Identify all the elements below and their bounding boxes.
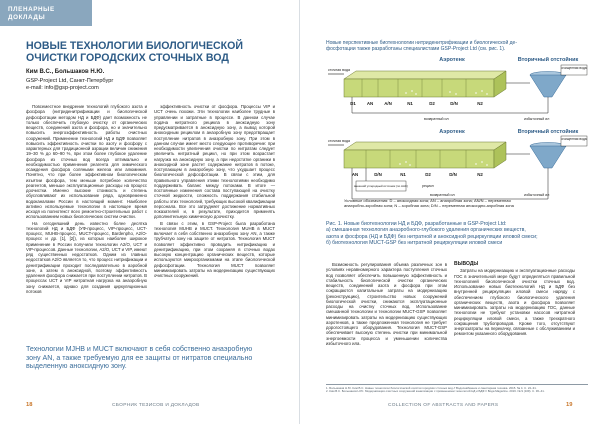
article-title-line1: НОВЫЕ ТЕХНОЛОГИИ БИОЛОГИЧЕСКОЙ: [26, 40, 243, 52]
process-diagram: [326, 53, 588, 205]
pull-quote: [26, 345, 278, 371]
body-column-4: [454, 262, 575, 338]
inflow-label-bottom: сточная вода: [328, 139, 351, 143]
clean-water-label-bottom: очищенная вода: [561, 137, 587, 141]
pull-quote-line: выделенную аноксидную зону.: [26, 362, 127, 371]
return-sludge-label-top: возвратный ил: [424, 117, 449, 121]
section-tab: [0, 0, 92, 26]
conclusions-heading: ВЫВОДЫ: [454, 261, 479, 267]
aerotank-top: [344, 71, 506, 97]
zone-label: N1: [400, 172, 406, 177]
figure-intro: [326, 40, 586, 52]
affiliation-email[interactable]: e-mail: info@gsp-project.com: [26, 85, 99, 91]
article-title-line2: ОЧИСТКИ ГОРОДСКИХ СТОЧНЫХ ВОД: [26, 52, 229, 64]
zone-label: AN: [351, 172, 359, 177]
zone-label: A/N: [384, 101, 392, 106]
paragraph: Возможность регулирования объема различных зон в условиях неравномерного характера поступления сточных вод позволяет обеспечить повышенную эффективность и стабильность биологической очистки органических веществ, соединений азота и фосфора при этом сокращаются капитальные затраты на модернизацию (реконструкцию), строительство новых сооружений биологической очистки, снижаются эксплуатационные расходы на очистку сточных вод. Использование смешанной технологии и технологии MUCT-GSP позволяет минимизировать затраты на модернизацию существующих аэротенков, а также предложенная технология не требует дорогостоящего оборудования. Технология MUCT-GSP обеспечивает высокую степень очистки при минимальной энергоемкости процесса и уменьшении количества избыточного ила.: [326, 262, 447, 346]
page-footer: СБОРНИК ТЕЗИСОВ И ДОКЛАДОВ: [112, 403, 200, 408]
zone-labels-bottom: [352, 172, 484, 177]
page-number: 18: [26, 402, 33, 408]
paragraph: В связи с этим, в GSP-Project была разработана технология MUHB и MUCT. Технология MUHB в MUCT включает в себя собственно анаэробную зону AN, а также трубчатую зону на защите от нитратов. Технология МUCT позволяет эффективно проводить нитрификацию и денитрификацию, при этом сохраняя в сточных водах высокую концентрацию органических веществ, которые используются микроорганизмами на этапе биологической дефосфотации. Технология MUCT позволяет минимизировать затраты на модернизацию существующих очистных сооружений.: [154, 220, 275, 278]
paragraph: Затраты на модернизацию и эксплуатационные расходы ГОС в значительной мере будут определяться правильной технологией биологической очистки сточных вод. Использование новых биотехнологий НД и БДФ без внутренней рециркуляции иловой смеси наряду с обеспечением глубокого биологического удаления органических веществ, азота и фосфора позволяет минимизировать затраты на модернизацию ГОС, данные технологии не требуют установки насосов нитратной рециркуляции иловой смеси, а также трехкратного сокращения трубопроводов. Кроме того, отсутствуют энергозатраты на перекачку, связанные с обслуживанием и ремонтом указанного оборудования.: [454, 268, 575, 337]
zone-label: N2: [477, 101, 483, 106]
reference-item: 2. Ким В.С. Большаков Н.Ю. Модернизация очистных сооружений канализации с применением технологий НД и БДФ // Вода Magazine. 2016. № 9 (109). С. 36–41.: [326, 389, 545, 394]
affiliation-company: GSP-Project Ltd, Санкт-Петербург: [26, 78, 114, 84]
inflow-label-top: сточная вода: [328, 68, 351, 72]
pull-quote-line: Технологии MJHB и MUCT включают в себя собственно анаэробную: [26, 345, 253, 353]
figure-caption-line: а) смешанная технология анаэробного-глубокого удаления органических веществ,: [326, 227, 526, 234]
aerotank-bottom: [344, 142, 506, 168]
affiliation: [26, 78, 113, 92]
article-title: [26, 40, 286, 64]
zone-label: D/N: [374, 172, 382, 177]
zone-label: AN: [366, 101, 374, 106]
body-column-1: [26, 104, 147, 295]
body-column-3: [326, 262, 447, 347]
diagram-legend: [344, 198, 586, 208]
figure-caption-line: б) биотехнология MUCT-GSP без нитратной рециркуляции иловой смеси: [326, 239, 503, 246]
clean-water-label-top: очищенная вода: [561, 66, 587, 70]
paragraph: Повсеместное внедрение технологий глубокого азота и фосфора (нитриденитрификации и биологической дефосфотации методом НД и БДФ) дает возможность не только обеспечить глубокую очистку от органических веществ, соединений азота и фосфора, но и значительно повысить энергоэффективность работы очистных сооружений. Применение технологий НД и БДФ позволяет повысить эффективность очистки по азоту и фосфору с характерных для традиционной аэрации величин снижения 19–30 % до 60–90 %, при этом более глубокое удаление фосфора из сточных вод всегда оптимально и необходимостью применения реагента для химического осаждения фосфора соляными железа или алюминия. Понятно, что при более эффективном биологическом изъятии фосфора, тем меньше потребное количество реагентов, меньше эксплуатационные расходы на процесс доочистки. Именно высокие стоимость и степень обусловливают их использование ряда, одновременно водоканалами России в настоящий момент. Наиболее активно используемые технологии в настоящее время исходя из полнотекст всех ремонтно-строительных работ с использованием новых биологических систем очистки.: [26, 104, 147, 220]
figure-caption-line: азота и фосфора (НД и БДФ) без нитратной и аноксидной рециркуляции иловой смеси;: [326, 233, 538, 240]
zone-label: D2: [429, 101, 435, 106]
settler-label-top: Вторичный отстойник: [517, 57, 579, 63]
figure-intro-line: Новые перспективные биотехнологии нитриденитрификации и биологической де-: [326, 40, 517, 46]
zone-label: N1: [407, 101, 413, 106]
references: [326, 384, 588, 394]
aerotank-label-top: Аэротенк: [439, 57, 465, 63]
figure-caption-line: Рис. 1. Новые биотехнологии НД и БДФ, разработанные в GSP-Project Ltd:: [326, 221, 507, 227]
page-footer-right: COLLECTION OF ABSTRACTS AND PAPERS: [388, 403, 499, 408]
external-carbon-label: внешний углеродный источник (по AAC): [354, 184, 408, 188]
excess-sludge-label-top: избыточный ил: [524, 117, 550, 121]
return-sludge-label-bottom: возвратный ил: [430, 193, 455, 197]
settler-top: [530, 72, 566, 98]
zone-labels-top: [350, 101, 483, 106]
settler-bottom: [530, 143, 566, 169]
zone-label: D/N: [450, 101, 458, 106]
diagram-legend-line: анаэробно-зоробная зона; N – зоробная зона; D/N – переменная аноксидно-аэробная зона: [344, 203, 514, 208]
page-number-right: 19: [566, 402, 573, 408]
section-tab-line1: ПЛЕНАРНЫЕ: [8, 6, 55, 13]
paragraph: На сегодняшний день известно более десятка технологий НД и БДФ (УФ-процесс, VIP-процесс, UCT-процесс, MUHB-процесс, MUCT-процесс, Bardenpho, A2/O-процесс и др. [1], [2]), из которых наиболее широкое применение в России получили технологии A2/O, UCT и VIP-процессов. Данные технологии, A2/O, UCT и VIP, имеют ряд существенных недостатков. Одним из главных недостатков A2/O является то, что процесс нитрификации и денитрификации проходит последовательно в аэробной зоне, а затем в аноксидной, поэтому эффективность удаления фосфора снижается при поступлении нитратов. В процессах UCT и VIP нитратная нагрузка на анаэробную зону снижается, однако для создания циркуляционных потоков: [26, 220, 147, 294]
body-column-2: [154, 104, 275, 279]
authors: Ким В.С., Большаков Н.Ю.: [26, 69, 105, 75]
recycle-label: рецикл: [422, 184, 434, 188]
figure-caption: [326, 221, 588, 246]
zone-label: N2: [477, 172, 483, 177]
diagram-legend-line: Условные обозначения: D – аноксидная зона; AN – анаэробная зона; AN/N – переменная: [344, 198, 511, 203]
pull-quote-line: зону AN, а также требуемую для ее защиты от нитратов специально: [26, 353, 253, 362]
zone-label: D2: [425, 172, 431, 177]
settler-label-bottom: Вторичный отстойник: [517, 129, 579, 135]
figure-intro-line: фосфотации также разработаны специалистами GSP-Project Ltd (см. рис. 1).: [326, 46, 506, 53]
paragraph: эффективность очистки от фосфора. Процессы VIP и UCT очень похожи. Эти технологии наиболее трудные в управлении и затратные в процессе. В данном случае подача нитратного рецикла в аноксидную зону предусматривается в аноксидную зону, а вывод которой аноксидным рециклом в анаэробную зону предотвращает поступление нитратов в анаэробную зону. При этом в данном случае имеет место следующее противоречие: при необходимости увеличения очистки по нитратам следует увеличить нитратный рецикл, но при этом возрастает нагрузка на аноксидную зону, а при недостатке органики в аноксидной зоне растет содержание нитратов в потоке, поступающем в анаэробную зону, что ухудшает процесс биологической дефосфотации. В связи с этим, для правильного управления этими технологиями необходимо поддерживать баланс между потоками. В итоге — постоянные изменения состава поступающей на очистку сточной жидкости, сложность поддержания стабильной работы этих технологий, требующих высокой квалификации персонала. Все это затрудняет достижение нормативных показателей и, в результате, приходится применять дополнительную химическую доочистку.: [154, 104, 275, 220]
aerotank-label-bottom: Аэротенк: [439, 129, 465, 135]
reference-item: 1. Большаков Н.Ю. Ким В.С. Новые технологии биологической очистки городских сточных вод // Водоснабжение и санитарная техника. 2015. № 4. С. 24–31.: [326, 385, 537, 390]
excess-sludge-label-bottom: избыточный ил: [524, 193, 550, 197]
section-tab-line2: ДОКЛАДЫ: [8, 13, 46, 21]
zone-label: D1: [350, 101, 356, 106]
zone-label: D/N: [449, 172, 457, 177]
